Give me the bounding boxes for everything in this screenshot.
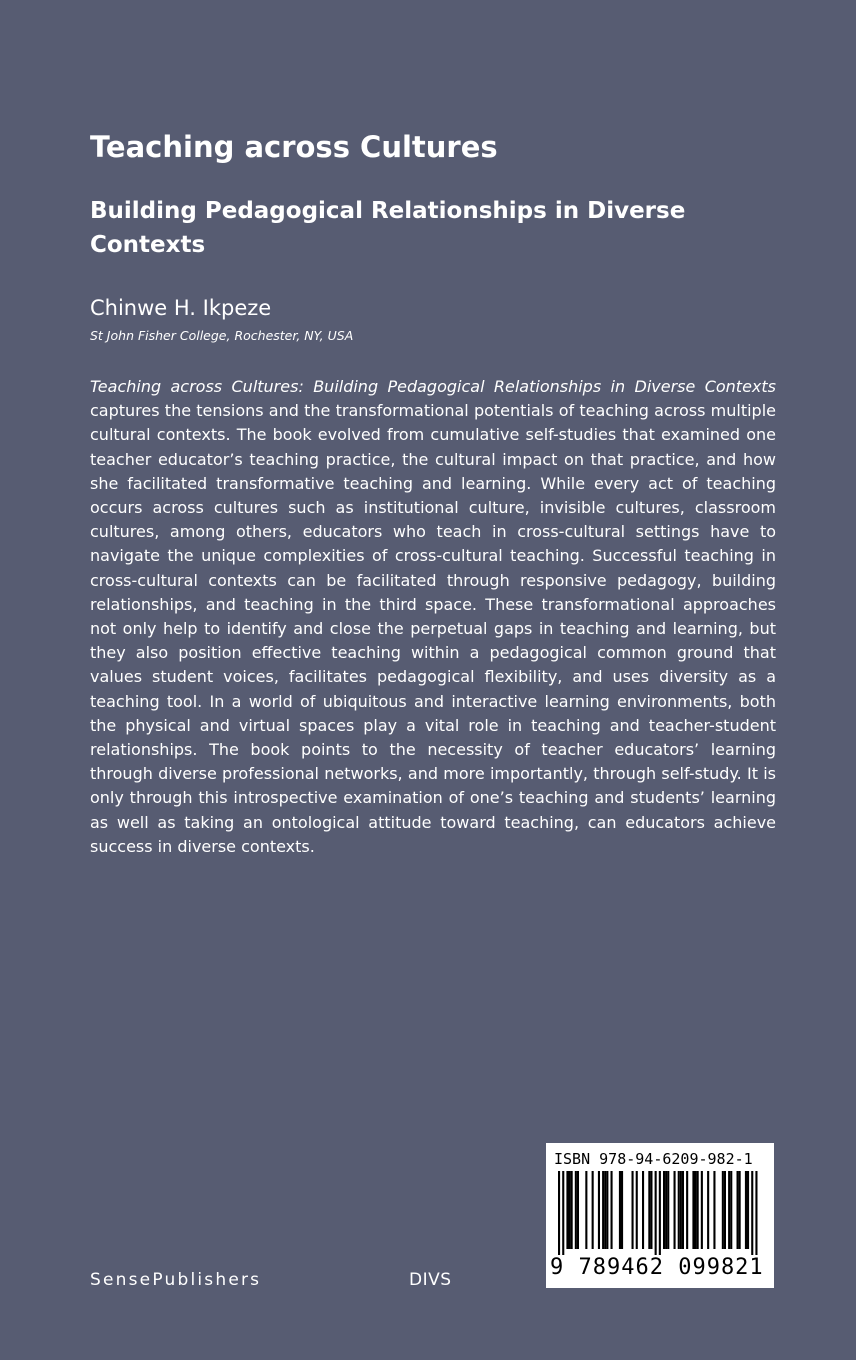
barcode-bar xyxy=(569,1171,571,1249)
barcode-bar xyxy=(667,1171,669,1249)
barcode-bar xyxy=(678,1171,680,1249)
barcode-bar xyxy=(663,1171,665,1249)
barcode-bar xyxy=(602,1171,604,1249)
barcode-bar xyxy=(598,1171,600,1249)
isbn-barcode xyxy=(546,1143,774,1288)
barcode-bar xyxy=(695,1171,697,1249)
book-description xyxy=(90,375,776,859)
barcode-bar xyxy=(755,1171,757,1255)
barcode-bar xyxy=(697,1171,699,1249)
publisher-name: SensePublishers xyxy=(90,1270,262,1290)
barcode-bar xyxy=(692,1171,694,1249)
series-code: DIVS xyxy=(409,1270,452,1290)
barcode-bar xyxy=(739,1171,741,1249)
barcode-bar xyxy=(611,1171,613,1249)
barcode-bar xyxy=(621,1171,623,1249)
barcode-bar xyxy=(701,1171,703,1249)
barcode-bar xyxy=(682,1171,684,1249)
barcode-bar xyxy=(686,1171,688,1249)
description-body: captures the tensions and the transformational potentials of teaching across multiple cultural contexts. The book evolved from cumulative self-studies that examined one teacher educator’s teaching practice, the cultural impact on that practice, and how she facilitated transformative teaching and learning. While every act of teaching occurs across cultures such as institutional culture, invisible cultures, classroom cultures, among others, educators who teach in cross-cultural settings have to navigate the unique complexities of cross-cultural teaching. Successful teaching in cross-cultural contexts can be facilitated through responsive pedagogy, building relationships, and teaching in the third space. These transformational approaches not only help to identify and close the perpetual gaps in teaching and learning, but they also position effective teaching within a pedagogical common ground that values student voices, facilitates pedagogical flexibility, and uses diversity as a teaching tool. In a world of ubiquitous and interactive learning environments, both the physical and virtual spaces play a vital role in teaching and teacher-student relationships. The book points to the necessity of teacher educators’ learning through diverse professional networks, and more importantly, through self-study. It is only through this introspective examination of one’s teaching and students’ learning as well as taking an ontological attitude toward teaching, can educators achieve success in diverse contexts. xyxy=(90,401,776,856)
barcode-bar xyxy=(659,1171,661,1255)
barcode-bar xyxy=(728,1171,730,1249)
barcode-bar xyxy=(665,1171,667,1249)
barcode-bar xyxy=(650,1171,652,1249)
author-name: Chinwe H. Ikpeze xyxy=(90,296,272,320)
barcode-bar xyxy=(724,1171,726,1249)
barcode-bar xyxy=(566,1171,568,1249)
barcode-bar xyxy=(577,1171,579,1249)
barcode-bar xyxy=(730,1171,732,1249)
barcode-bar xyxy=(648,1171,650,1249)
barcode-bars xyxy=(558,1171,762,1255)
barcode-bar xyxy=(562,1171,564,1255)
barcode-bar xyxy=(642,1171,644,1249)
barcode-bar xyxy=(592,1171,594,1249)
barcode-bar xyxy=(585,1171,587,1249)
barcode-bar xyxy=(571,1171,573,1249)
barcode-bar xyxy=(680,1171,682,1249)
barcode-bar xyxy=(655,1171,657,1255)
barcode-bar xyxy=(606,1171,608,1249)
barcode-bar xyxy=(713,1171,715,1249)
author-affiliation: St John Fisher College, Rochester, NY, USA xyxy=(90,328,354,343)
barcode-bar xyxy=(747,1171,749,1249)
barcode-bar xyxy=(722,1171,724,1249)
barcode-bar xyxy=(745,1171,747,1249)
ean-digits: 9 789462 099821 xyxy=(550,1255,764,1280)
barcode-bar xyxy=(575,1171,577,1249)
barcode-bar xyxy=(707,1171,709,1249)
barcode-bar xyxy=(619,1171,621,1249)
book-subtitle: Building Pedagogical Relationships in Diverse Contexts xyxy=(90,198,686,258)
isbn-label: ISBN 978-94-6209-982-1 xyxy=(554,1150,753,1168)
barcode-bar xyxy=(632,1171,634,1249)
barcode-bar xyxy=(751,1171,753,1255)
barcode-bar xyxy=(674,1171,676,1249)
barcode-bar xyxy=(636,1171,638,1249)
barcode-bar xyxy=(558,1171,560,1255)
barcode-bar xyxy=(604,1171,606,1249)
description-lead-title: Teaching across Cultures: Building Pedagogical Relationships in Diverse Contexts xyxy=(90,377,776,396)
barcode-bar xyxy=(737,1171,739,1249)
book-title: Teaching across Cultures xyxy=(90,130,498,164)
